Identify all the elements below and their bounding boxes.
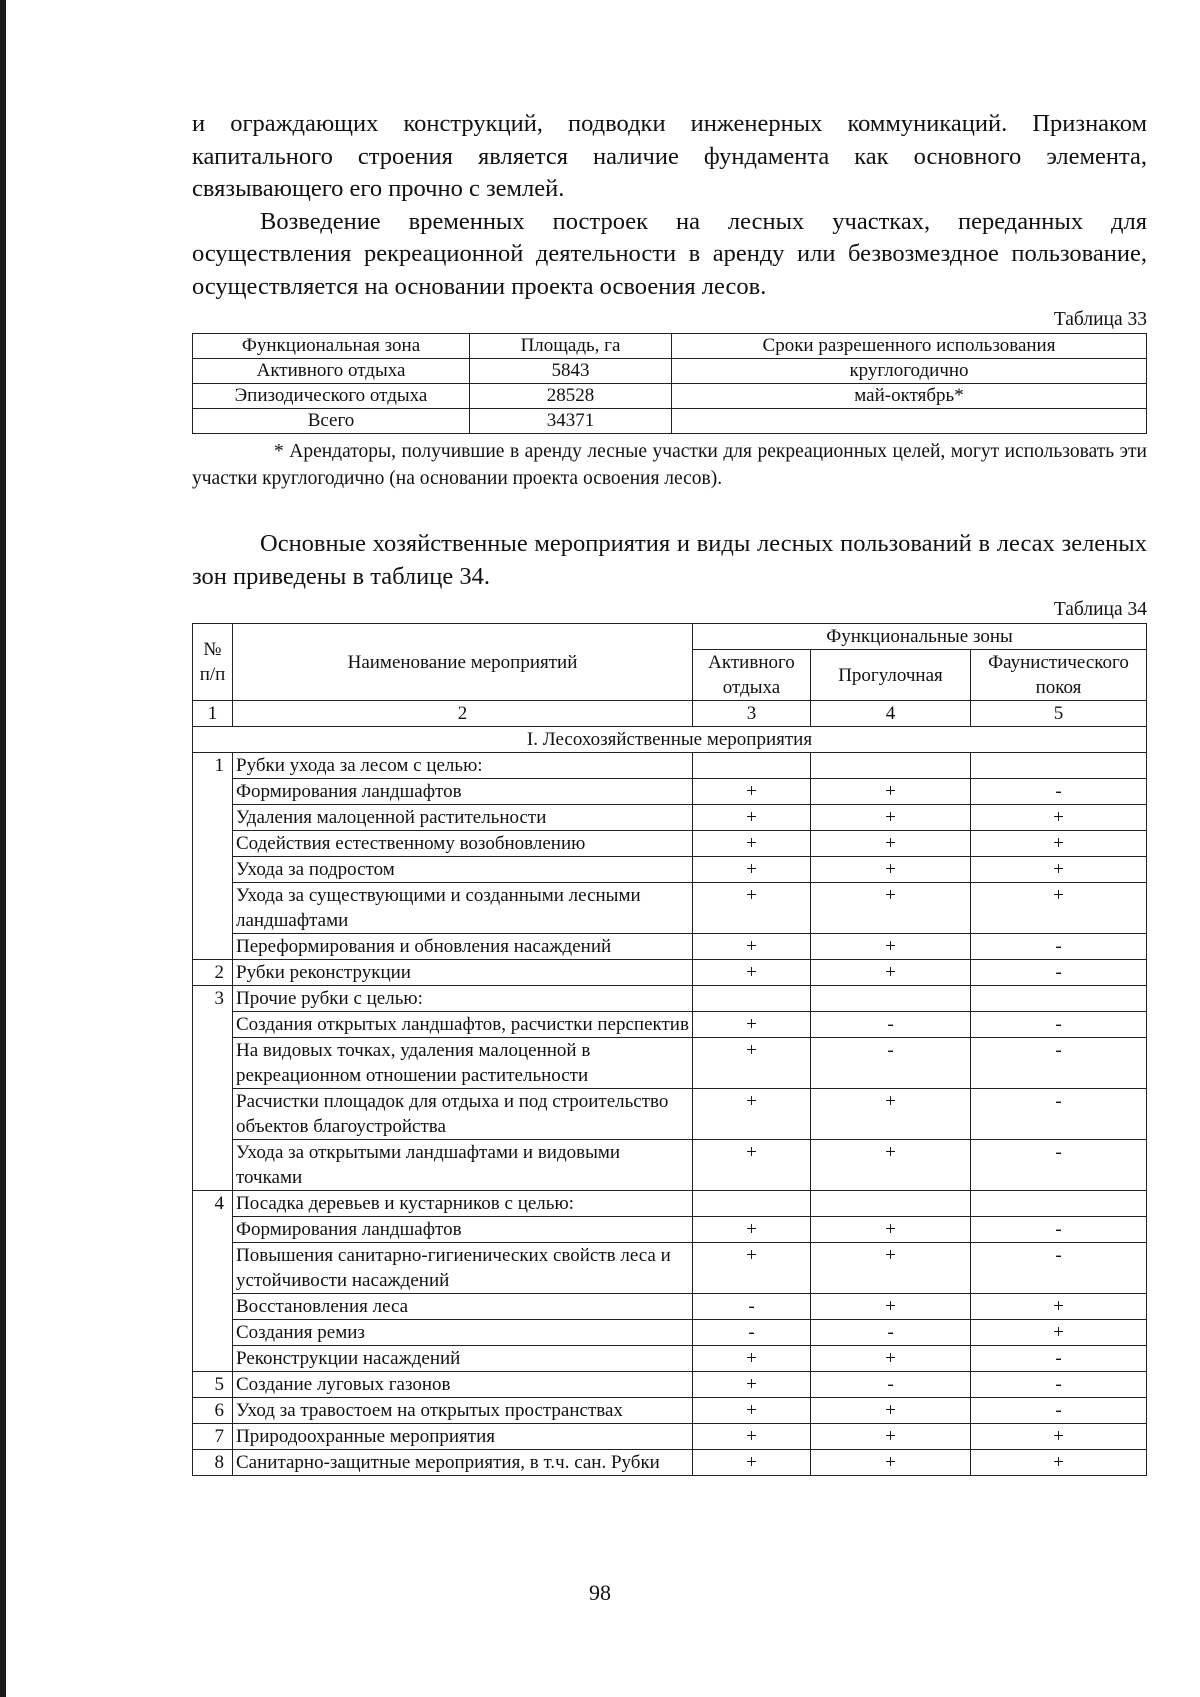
row-number-cell: 2	[193, 960, 233, 986]
zone-mark-cell: +	[811, 1346, 971, 1372]
table-cell: май-октябрь*	[672, 384, 1147, 409]
t34-header-active: Активного отдыха	[693, 650, 811, 701]
zone-mark-cell: -	[971, 1346, 1147, 1372]
row-number-cell	[193, 857, 233, 883]
row-number-cell: 1	[193, 753, 233, 779]
zone-mark-cell: -	[971, 1372, 1147, 1398]
measure-name-cell: Восстановления леса	[233, 1294, 693, 1320]
intro-paragraph-1: и ограждающих конструкций, подводки инженерных коммуникаций. Признаком капитального строения является наличие фундамента как основного элемента, связывающего его прочно с землей.	[192, 110, 1147, 202]
measure-name-cell: Уход за травостоем на открытых пространствах	[233, 1398, 693, 1424]
zone-mark-cell: +	[693, 883, 811, 934]
zone-mark-cell: +	[693, 1038, 811, 1089]
zone-mark-cell: +	[693, 1424, 811, 1450]
measure-name-cell: Формирования ландшафтов	[233, 1217, 693, 1243]
zone-mark-cell: -	[693, 1294, 811, 1320]
zone-mark-cell: +	[811, 960, 971, 986]
measure-name-cell: Создания открытых ландшафтов, расчистки перспектив	[233, 1012, 693, 1038]
table33-footnote: * Арендаторы, получившие в аренду лесные участки для рекреационных целей, могут использовать эти участки круглогодично (на основании проекта освоения лесов).	[192, 441, 1147, 489]
measure-name-cell: Рубки ухода за лесом с целью:	[233, 753, 693, 779]
measure-name-cell: Расчистки площадок для отдыха и под строительство объектов благоустройства	[233, 1089, 693, 1140]
table-row	[193, 1243, 1147, 1294]
table-row	[193, 934, 1147, 960]
table-row	[193, 384, 1147, 409]
zone-mark-cell: -	[971, 934, 1147, 960]
table-33	[192, 333, 1147, 434]
t34-header-zones: Функциональные зоны	[693, 624, 1147, 650]
zone-mark-cell: +	[811, 805, 971, 831]
zone-mark-cell: -	[971, 960, 1147, 986]
zone-mark-cell: +	[693, 857, 811, 883]
colnum-cell: 2	[233, 701, 693, 727]
table-row	[193, 1346, 1147, 1372]
table-row	[193, 1372, 1147, 1398]
measure-name-cell: Ухода за подростом	[233, 857, 693, 883]
row-number-cell: 4	[193, 1191, 233, 1217]
table-row	[193, 1294, 1147, 1320]
zone-mark-cell: +	[811, 779, 971, 805]
table-row	[193, 986, 1147, 1012]
zone-mark-cell	[971, 753, 1147, 779]
row-number-cell: 6	[193, 1398, 233, 1424]
row-number-cell	[193, 1320, 233, 1346]
zone-mark-cell: +	[811, 1294, 971, 1320]
zone-mark-cell: +	[811, 857, 971, 883]
t33-header-area: Площадь, га	[470, 334, 672, 359]
measure-name-cell: Повышения санитарно-гигиенических свойств леса и устойчивости насаждений	[233, 1243, 693, 1294]
zone-mark-cell: +	[811, 1140, 971, 1191]
table-row	[193, 805, 1147, 831]
table-cell	[672, 409, 1147, 434]
table-row	[193, 1012, 1147, 1038]
zone-mark-cell: +	[811, 831, 971, 857]
zone-mark-cell: +	[693, 1012, 811, 1038]
zone-mark-cell: +	[971, 1294, 1147, 1320]
zone-mark-cell: -	[971, 1012, 1147, 1038]
zone-mark-cell	[811, 753, 971, 779]
table-row	[193, 857, 1147, 883]
table-row	[193, 1089, 1147, 1140]
table-row	[193, 960, 1147, 986]
table-row	[193, 1398, 1147, 1424]
table33-caption: Таблица 33	[1053, 309, 1147, 330]
zone-mark-cell: -	[811, 1012, 971, 1038]
zone-mark-cell: +	[693, 805, 811, 831]
table-row	[193, 1038, 1147, 1089]
zone-mark-cell: +	[693, 1089, 811, 1140]
table-34	[192, 623, 1147, 1476]
zone-mark-cell: +	[693, 779, 811, 805]
zone-mark-cell: +	[693, 1217, 811, 1243]
measure-name-cell: Удаления малоценной растительности	[233, 805, 693, 831]
table-row	[193, 1191, 1147, 1217]
table34-colnum-row	[193, 701, 1147, 727]
table33-header-row	[193, 334, 1147, 359]
measure-name-cell: Посадка деревьев и кустарников с целью:	[233, 1191, 693, 1217]
intro-paragraph-2: Возведение временных построек на лесных участках, переданных для осуществления рекреационной деятельности в аренду или безвозмездное пользование, осуществляется на основании проекта освоения лесов.	[192, 207, 1147, 300]
table-cell: Эпизодического отдыха	[193, 384, 470, 409]
zone-mark-cell: +	[811, 1450, 971, 1476]
zone-mark-cell: +	[693, 1243, 811, 1294]
measure-name-cell: Ухода за открытыми ландшафтами и видовыми точками	[233, 1140, 693, 1191]
row-number-cell: 5	[193, 1372, 233, 1398]
zone-mark-cell: +	[693, 934, 811, 960]
t33-header-terms: Сроки разрешенного использования	[672, 334, 1147, 359]
document-page	[192, 108, 1147, 1476]
zone-mark-cell: +	[811, 1424, 971, 1450]
row-number-cell	[193, 1217, 233, 1243]
row-number-cell	[193, 779, 233, 805]
zone-mark-cell: +	[693, 1140, 811, 1191]
zone-mark-cell	[693, 1191, 811, 1217]
table34-caption: Таблица 34	[1053, 599, 1147, 620]
section-paragraph: Основные хозяйственные мероприятия и виды лесных пользований в лесах зеленых зон приведены в таблице 34.	[192, 530, 1147, 590]
colnum-cell: 1	[193, 701, 233, 727]
measure-name-cell: Прочие рубки с целью:	[233, 986, 693, 1012]
zone-mark-cell	[811, 1191, 971, 1217]
table-row	[193, 1320, 1147, 1346]
measure-name-cell: Формирования ландшафтов	[233, 779, 693, 805]
colnum-cell: 4	[811, 701, 971, 727]
page-number: 98	[589, 1580, 611, 1605]
zone-mark-cell: -	[811, 1320, 971, 1346]
zone-mark-cell: +	[811, 1243, 971, 1294]
table-row	[193, 1424, 1147, 1450]
table-cell: круглогодично	[672, 359, 1147, 384]
table34-body	[193, 753, 1147, 1476]
zone-mark-cell: +	[811, 1217, 971, 1243]
measure-name-cell: Ухода за существующими и созданными лесными ландшафтами	[233, 883, 693, 934]
row-number-cell: 7	[193, 1424, 233, 1450]
table-cell: 5843	[470, 359, 672, 384]
zone-mark-cell: -	[971, 779, 1147, 805]
measure-name-cell: Санитарно-защитные мероприятия, в т.ч. сан. Рубки	[233, 1450, 693, 1476]
table34-header-row-1	[193, 624, 1147, 650]
zone-mark-cell: +	[811, 1398, 971, 1424]
row-number-cell	[193, 883, 233, 934]
table-row	[193, 1217, 1147, 1243]
zone-mark-cell: +	[693, 831, 811, 857]
table-cell: Всего	[193, 409, 470, 434]
row-number-cell	[193, 831, 233, 857]
table-cell: 28528	[470, 384, 672, 409]
row-number-cell	[193, 1294, 233, 1320]
zone-mark-cell: +	[971, 857, 1147, 883]
row-number-cell	[193, 1012, 233, 1038]
t33-header-zone: Функциональная зона	[193, 334, 470, 359]
zone-mark-cell	[693, 753, 811, 779]
zone-mark-cell: -	[971, 1398, 1147, 1424]
zone-mark-cell: +	[971, 831, 1147, 857]
table-row	[193, 779, 1147, 805]
measure-name-cell: Реконструкции насаждений	[233, 1346, 693, 1372]
table-row	[193, 359, 1147, 384]
table34-section-row	[193, 727, 1147, 753]
zone-mark-cell: +	[971, 1320, 1147, 1346]
zone-mark-cell: +	[811, 934, 971, 960]
section-heading-cell: I. Лесохозяйственные мероприятия	[193, 727, 1147, 753]
table-row	[193, 883, 1147, 934]
zone-mark-cell	[971, 1191, 1147, 1217]
measure-name-cell: На видовых точках, удаления малоценной в рекреационном отношении растительности	[233, 1038, 693, 1089]
row-number-cell	[193, 1346, 233, 1372]
table-row	[193, 1450, 1147, 1476]
zone-mark-cell	[693, 986, 811, 1012]
zone-mark-cell: -	[971, 1038, 1147, 1089]
table-row	[193, 831, 1147, 857]
table-row	[193, 753, 1147, 779]
measure-name-cell: Содействия естественному возобновлению	[233, 831, 693, 857]
zone-mark-cell: +	[693, 1372, 811, 1398]
t34-header-name: Наименование мероприятий	[233, 624, 693, 701]
zone-mark-cell: +	[971, 805, 1147, 831]
t34-header-faunal: Фаунистического покоя	[971, 650, 1147, 701]
colnum-cell: 5	[971, 701, 1147, 727]
zone-mark-cell: -	[971, 1140, 1147, 1191]
zone-mark-cell: -	[971, 1243, 1147, 1294]
zone-mark-cell: +	[971, 1424, 1147, 1450]
measure-name-cell: Создания ремиз	[233, 1320, 693, 1346]
zone-mark-cell: +	[971, 1450, 1147, 1476]
row-number-cell	[193, 1038, 233, 1089]
colnum-cell: 3	[693, 701, 811, 727]
measure-name-cell: Природоохранные мероприятия	[233, 1424, 693, 1450]
row-number-cell: 8	[193, 1450, 233, 1476]
row-number-cell	[193, 934, 233, 960]
measure-name-cell: Переформирования и обновления насаждений	[233, 934, 693, 960]
scan-edge	[0, 0, 6, 1697]
zone-mark-cell	[811, 986, 971, 1012]
t34-header-walking: Прогулочная	[811, 650, 971, 701]
row-number-cell	[193, 1140, 233, 1191]
zone-mark-cell: +	[811, 1089, 971, 1140]
table-row	[193, 409, 1147, 434]
zone-mark-cell: +	[693, 960, 811, 986]
row-number-cell: 3	[193, 986, 233, 1012]
table-cell: 34371	[470, 409, 672, 434]
zone-mark-cell: -	[971, 1217, 1147, 1243]
zone-mark-cell: +	[693, 1398, 811, 1424]
zone-mark-cell: +	[971, 883, 1147, 934]
zone-mark-cell: -	[811, 1372, 971, 1398]
zone-mark-cell: -	[971, 1089, 1147, 1140]
zone-mark-cell: -	[693, 1320, 811, 1346]
measure-name-cell: Рубки реконструкции	[233, 960, 693, 986]
zone-mark-cell: -	[811, 1038, 971, 1089]
row-number-cell	[193, 1089, 233, 1140]
zone-mark-cell: +	[693, 1450, 811, 1476]
t34-header-num: № п/п	[193, 624, 233, 701]
measure-name-cell: Создание луговых газонов	[233, 1372, 693, 1398]
zone-mark-cell	[971, 986, 1147, 1012]
row-number-cell	[193, 1243, 233, 1294]
table-cell: Активного отдыха	[193, 359, 470, 384]
zone-mark-cell: +	[693, 1346, 811, 1372]
row-number-cell	[193, 805, 233, 831]
table-row	[193, 1140, 1147, 1191]
zone-mark-cell: +	[811, 883, 971, 934]
